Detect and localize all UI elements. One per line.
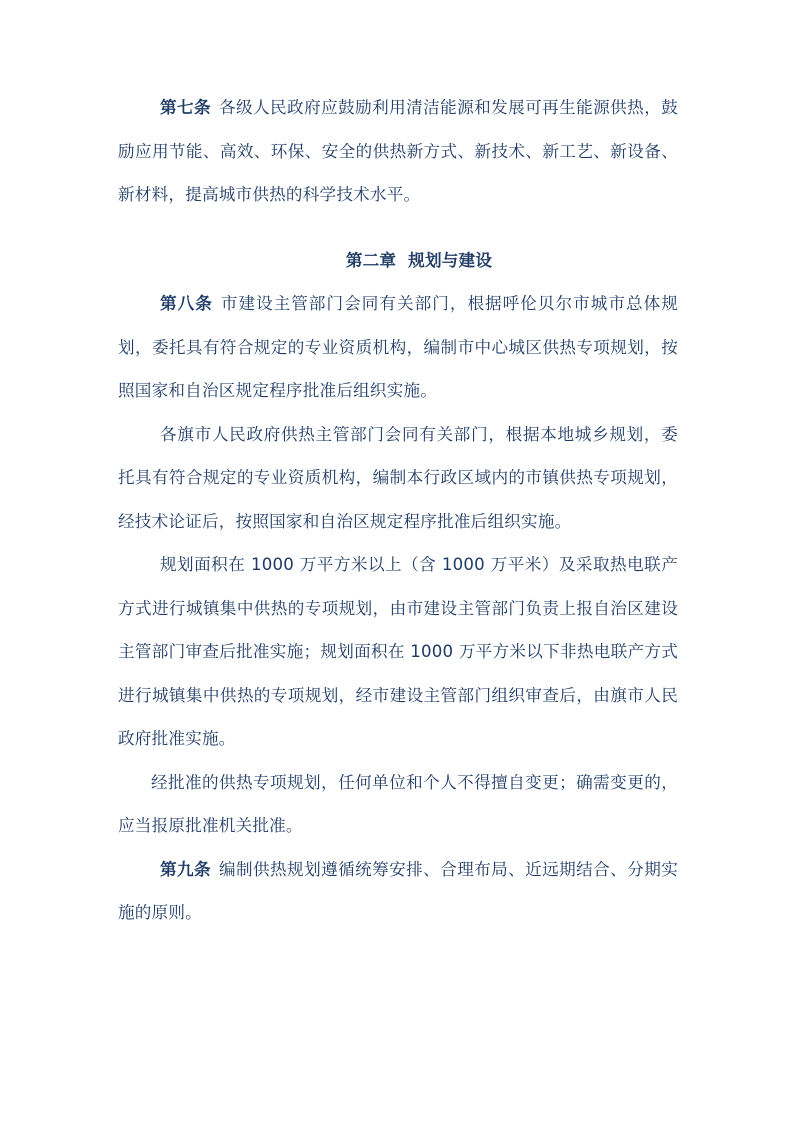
- article-9-number: 第九条: [160, 859, 212, 879]
- article-9-text: 编制供热规划遵循统筹安排、合理布局、近远期结合、分期实施的原则。: [118, 859, 678, 922]
- article-7-text: 各级人民政府应鼓励利用清洁能源和发展可再生能源供热，鼓励应用节能、高效、环保、安全的供热新方式、新技术、新工艺、新设备、新材料，提高城市供热的科学技术水平。: [118, 98, 678, 204]
- document-body: [118, 86, 678, 935]
- article-8-paragraph-2: 各旗市人民政府供热主管部门会同有关部门，根据本地城乡规划，委托具有符合规定的专业资质机构，编制本行政区域内的市镇供热专项规划，经技术论证后，按照国家和自治区规定程序批准后组织实施。: [118, 424, 678, 531]
- article-8-paragraph: [118, 282, 678, 413]
- article-7-paragraph: [118, 86, 678, 217]
- article-9-paragraph: [118, 848, 678, 935]
- article-8-text: 市建设主管部门会同有关部门，根据呼伦贝尔市城市总体规划，委托具有符合规定的专业资质机构，编制市中心城区供热专项规划，按照国家和自治区规定程序批准后组织实施。: [118, 294, 678, 400]
- article-8-paragraph-3: 规划面积在 1000 万平方米以上（含 1000 万平米）及采取热电联产方式进行城镇集中供热的专项规划，由市建设主管部门负责上报自治区建设主管部门审查后批准实施；规划面积在 1000 万平方米以下非热电联产方式进行城镇集中供热的专项规划，经市建设主管部门组织审查后，由旗市人民政府批准实施。: [118, 555, 678, 748]
- article-8-number: 第八条: [160, 294, 213, 313]
- section-gap: [118, 217, 678, 239]
- article-7-number: 第七条: [160, 98, 212, 117]
- article-8-paragraph-4: 经批准的供热专项规划，任何单位和个人不得擅自变更；确需变更的，应当报原批准机关批准。: [118, 772, 678, 835]
- chapter-2-heading: 第二章 规划与建设: [345, 250, 493, 270]
